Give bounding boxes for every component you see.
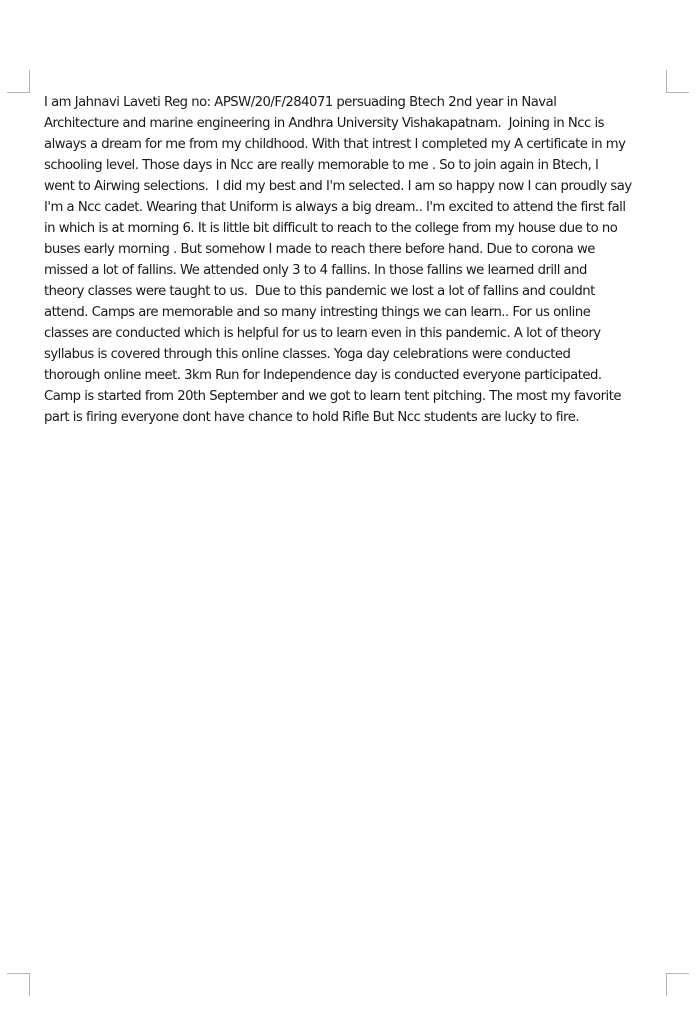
paragraph-line: Architecture and marine engineering in Andhra University Vishakapatnam. Joining in Ncc is (44, 116, 604, 131)
body-paragraph (44, 92, 669, 428)
crop-mark-bottom-right (666, 973, 689, 996)
paragraph-line: I'm a Ncc cadet. Wearing that Uniform is always a big dream.. I'm excited to attend the first fall (44, 200, 626, 215)
paragraph-line: always a dream for me from my childhood. With that intrest I completed my A certificate in my (44, 137, 626, 152)
paragraph-line: thorough online meet. 3km Run for Independence day is conducted everyone participated. (44, 368, 602, 383)
paragraph-line: I am Jahnavi Laveti Reg no: APSW/20/F/284071 persuading Btech 2nd year in Naval (44, 95, 557, 110)
paragraph-line: schooling level. Those days in Ncc are really memorable to me . So to join again in Btech, I (44, 158, 599, 173)
paragraph-line: went to Airwing selections. I did my best and I'm selected. I am so happy now I can proudly say (44, 179, 632, 194)
paragraph-line: classes are conducted which is helpful for us to learn even in this pandemic. A lot of theory (44, 326, 601, 341)
paragraph-line: theory classes were taught to us. Due to this pandemic we lost a lot of fallins and couldnt (44, 284, 595, 299)
crop-mark-top-right (666, 70, 689, 93)
crop-mark-top-left (7, 70, 30, 93)
paragraph-line: buses early morning . But somehow I made to reach there before hand. Due to corona we (44, 242, 595, 257)
paragraph-line: in which is at morning 6. It is little bit difficult to reach to the college from my house due to no (44, 221, 618, 236)
paragraph-line: attend. Camps are memorable and so many intresting things we can learn.. For us online (44, 305, 591, 320)
paragraph-line: part is firing everyone dont have chance to hold Rifle But Ncc students are lucky to fire. (44, 410, 580, 425)
paragraph-line: Camp is started from 20th September and we got to learn tent pitching. The most my favorite (44, 389, 621, 404)
paragraph-line: syllabus is covered through this online classes. Yoga day celebrations were conducted (44, 347, 571, 362)
paragraph-line: missed a lot of fallins. We attended only 3 to 4 fallins. In those fallins we learned drill and (44, 263, 587, 278)
crop-mark-bottom-left (7, 973, 30, 996)
